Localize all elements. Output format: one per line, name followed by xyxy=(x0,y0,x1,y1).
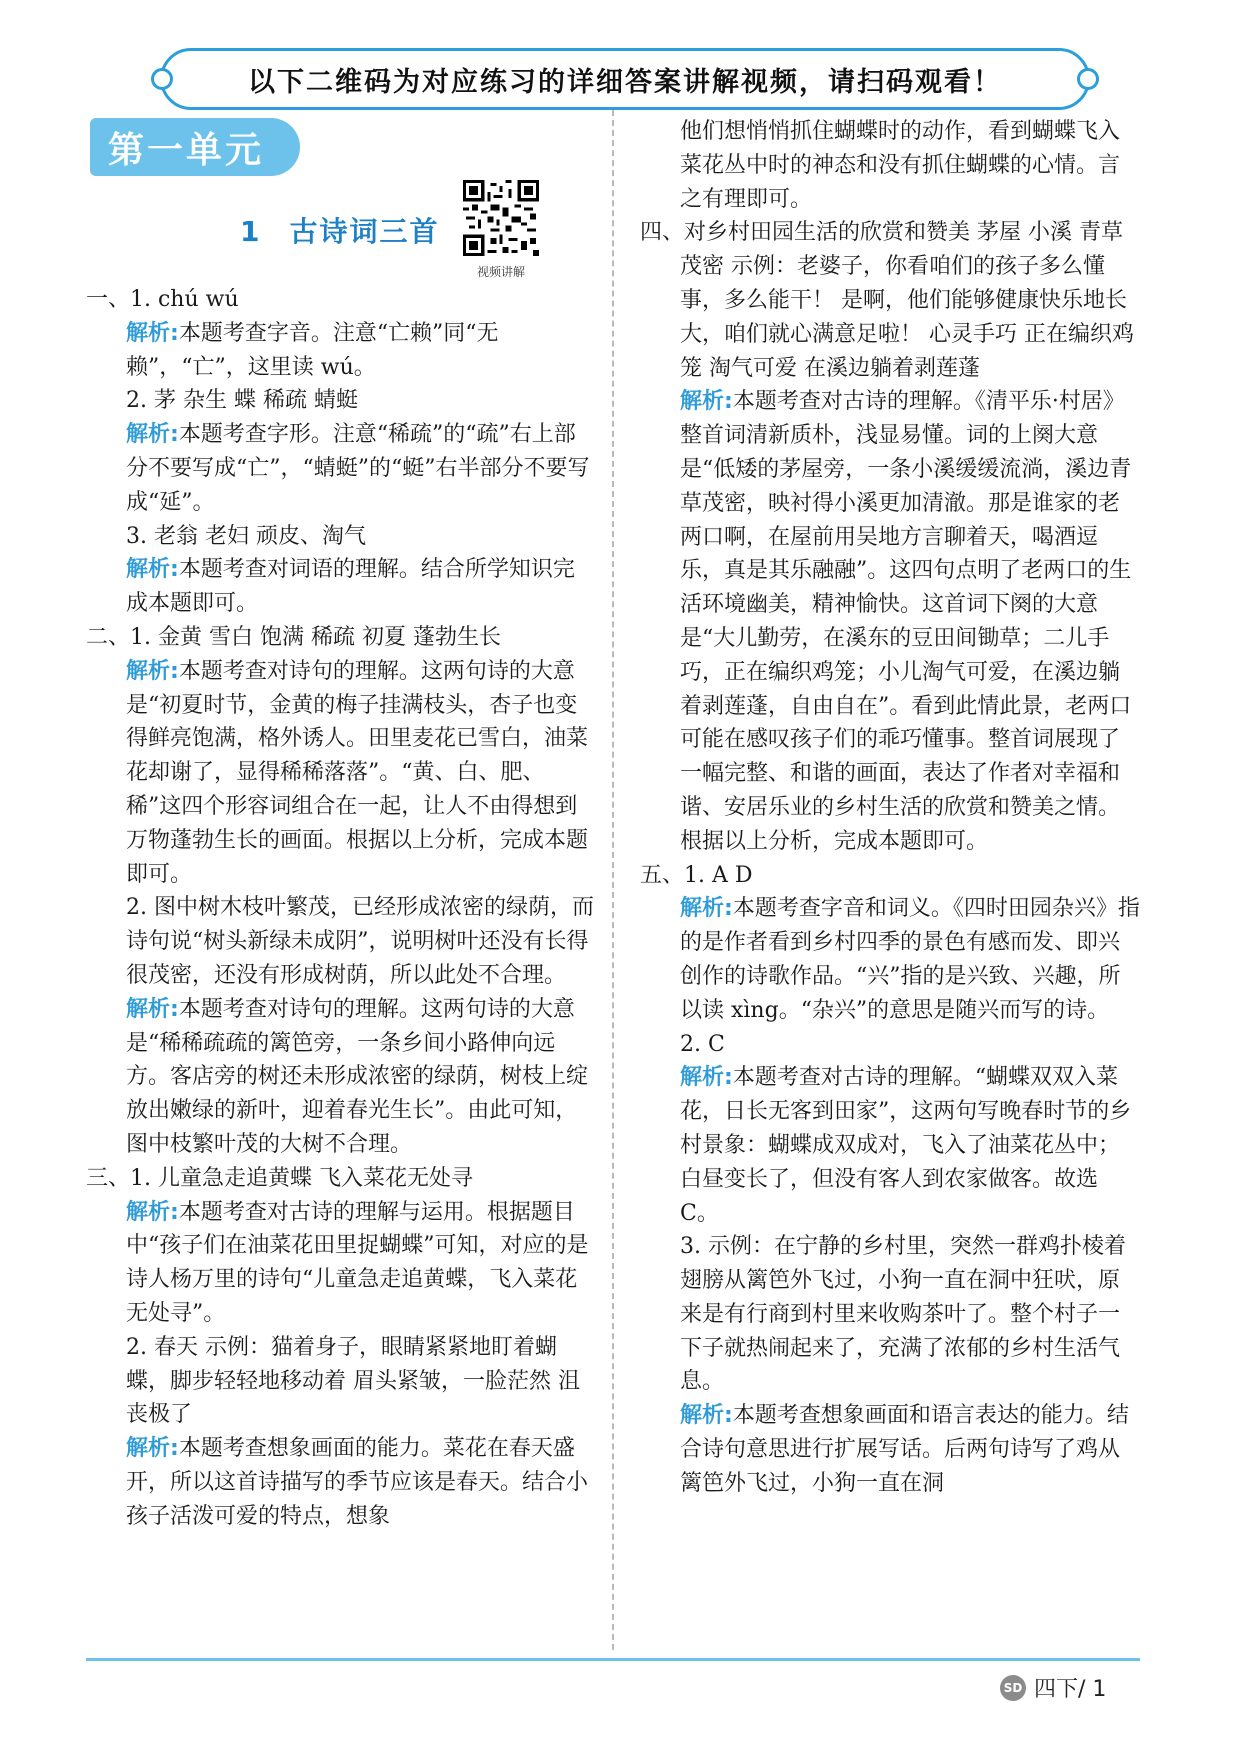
paragraph-text: 2. C xyxy=(680,1031,725,1057)
paragraph-text: 3. 示例：在宁静的乡村里，突然一群鸡扑棱着翅膀从篱笆外飞过，小狗一直在洞中狂吠，原来是有行商到村里来收购茶叶了。整个村子一下子就热闹起来了，充满了浓郁的乡村生活气息。 xyxy=(680,1234,1126,1395)
page-number: 四下/ 1 xyxy=(1034,1677,1107,1702)
paragraph-text: 本题考查对词语的理解。结合所学知识完成本题即可。 xyxy=(126,557,575,617)
paragraph-text: 本题考查对诗句的理解。这两句诗的大意是“初夏时节，金黄的梅子挂满枝头，杏子也变得鲜亮饱满，格外诱人。田里麦花已雪白，油菜花却谢了，显得稀稀落落”。“黄、白、肥、稀”这四个形容词组合在一起，让人不由得想到万物蓬勃生长的画面。根据以上分析，完成本题即可。 xyxy=(126,658,589,887)
paragraph-text: 五、1. A D xyxy=(640,862,753,888)
analysis-label: 解析: xyxy=(126,557,179,583)
answer-paragraph xyxy=(640,1230,1140,1399)
unit-title: 第一单元 xyxy=(90,118,300,176)
page-footer xyxy=(1000,1672,1106,1703)
paragraph-text: 2. 图中树木枝叶繁茂，已经形成浓密的绿荫，而诗句说“树头新绿未成阴”，说明树叶还没有长得很茂密，还没有形成树荫，所以此处不合理。 xyxy=(126,895,594,988)
publisher-badge: SD xyxy=(1000,1675,1026,1701)
qr-label: 视频讲解 xyxy=(476,265,525,279)
analysis-label: 解析: xyxy=(126,422,179,448)
banner-text: 以下二维码为对应练习的详细答案讲解视频，请扫码观看！ xyxy=(248,66,1002,98)
left-column xyxy=(86,283,596,1533)
analysis-paragraph xyxy=(86,655,596,892)
analysis-paragraph xyxy=(86,317,596,385)
analysis-label: 解析: xyxy=(126,1436,179,1462)
paragraph-text: 二、1. 金黄 雪白 饱满 稀疏 初夏 蓬勃生长 xyxy=(86,624,501,650)
analysis-label: 解析: xyxy=(126,320,179,346)
analysis-label: 解析: xyxy=(680,1065,733,1091)
paragraph-text: 2. 春天 示例：猫着身子，眼睛紧紧地盯着蝴蝶，脚步轻轻地移动着 眉头紧皱，一脸茫然 沮丧极了 xyxy=(126,1334,580,1428)
answer-paragraph xyxy=(640,859,1140,893)
paragraph-text: 本题考查对古诗的理解。“蝴蝶双双入菜花，日长无客到田家”，这两句写晚春时节的乡村景象：蝴蝶成双成对，飞入了油菜花丛中；白昼变长了，但没有客人到农家做客。故选 C。 xyxy=(680,1065,1132,1226)
paragraph-text: 本题考查对诗句的理解。这两句诗的大意是“稀稀疏疏的篱笆旁，一条乡间小路伸向远方。客店旁的树还未形成浓密的绿荫，树枝上绽放出嫩绿的新叶，迎着春光生长”。由此可知，图中枝繁叶茂的大树不合理。 xyxy=(126,996,589,1157)
lesson-number: 1 xyxy=(240,215,262,248)
analysis-label: 解析: xyxy=(126,1199,179,1225)
paragraph-text: 本题考查想象画面和语言表达的能力。结合诗句意思进行扩展写话。后两句诗写了鸡从篱笆外飞过，小狗一直在洞 xyxy=(680,1403,1129,1496)
answer-paragraph xyxy=(86,891,596,992)
paragraph-text: 2. 茅 杂生 蝶 稀疏 蜻蜓 xyxy=(126,388,358,414)
answer-paragraph xyxy=(640,115,1140,216)
answer-paragraph xyxy=(86,1162,596,1196)
analysis-label: 解析: xyxy=(680,1403,733,1429)
paragraph-text: 本题考查字音和词义。《四时田园杂兴》指的是作者看到乡村四季的景色有感而发、即兴创作的诗歌作品。“兴”指的是兴致、兴趣，所以读 xìng。“杂兴”的意思是随兴而写的诗。 xyxy=(680,896,1140,1023)
analysis-paragraph xyxy=(640,1061,1140,1230)
paragraph-text: 四、对乡村田园生活的欣赏和赞美 茅屋 小溪 青草茂密 示例：老婆子，你看咱们的孩子多么懂事，多么能干！ 是啊，他们能够健康快乐地长大，咱们就心满意足啦！ 心灵手巧 正在编织鸡笼 淘气可爱 在溪边躺着剥莲蓬 xyxy=(640,220,1134,381)
answer-paragraph xyxy=(86,621,596,655)
analysis-label: 解析: xyxy=(680,896,733,922)
paragraph-text: 本题考查对古诗的理解。《清平乐·村居》整首词清新质朴，浅显易懂。词的上阕大意是“低矮的茅屋旁，一条小溪缓缓流淌，溪边青草茂密，映衬得小溪更加清澈。那是谁家的老两口啊，在屋前用吴地方言聊着天，喝酒逗乐，真是其乐融融”。这四句点明了老两口的生活环境幽美，精神愉快。这首词下阕的大意是“大儿勤劳，在溪东的豆田间锄草；二儿手巧，正在编织鸡笼；小儿淘气可爱，在溪边躺着剥莲蓬，自由自在”。看到此情此景，老两口可能在感叹孩子们的乖巧懂事。整首词展现了一幅完整、和谐的画面，表达了作者对幸福和谐、安居乐业的乡村生活的欣赏和赞美之情。根据以上分析，完成本题即可。 xyxy=(680,389,1132,854)
analysis-label: 解析: xyxy=(126,996,179,1022)
analysis-label: 解析: xyxy=(126,658,179,684)
analysis-paragraph xyxy=(640,892,1140,1027)
paragraph-text: 本题考查字音。注意“亡赖”同“无赖”，“亡”，这里读 wú。 xyxy=(126,320,499,380)
paragraph-text: 本题考查想象画面的能力。菜花在春天盛开，所以这首诗描写的季节应该是春天。结合小孩子活泼可爱的特点，想象 xyxy=(126,1436,589,1529)
analysis-paragraph xyxy=(86,418,596,519)
paragraph-text: 三、1. 儿童急走追黄蝶 飞入菜花无处寻 xyxy=(86,1165,473,1191)
answer-paragraph xyxy=(640,216,1140,385)
qr-instruction-banner xyxy=(160,48,1090,110)
answer-paragraph xyxy=(640,1028,1140,1062)
right-column xyxy=(640,115,1140,1501)
footer-rule xyxy=(86,1658,1140,1661)
analysis-paragraph xyxy=(86,993,596,1162)
paragraph-text: 本题考查对古诗的理解与运用。根据题目中“孩子们在油菜花田里捉蝴蝶”可知，对应的是诗人杨万里的诗句“儿童急走追黄蝶，飞入菜花无处寻”。 xyxy=(126,1199,589,1326)
paragraph-text: 他们想悄悄抓住蝴蝶时的动作，看到蝴蝶飞入菜花丛中时的神态和没有抓住蝴蝶的心情。言之有理即可。 xyxy=(680,119,1121,212)
analysis-paragraph xyxy=(86,553,596,621)
analysis-paragraph xyxy=(86,1432,596,1533)
paragraph-text: 3. 老翁 老妇 顽皮、淘气 xyxy=(126,523,366,549)
analysis-label: 解析: xyxy=(680,389,733,415)
column-divider xyxy=(612,110,614,1650)
analysis-paragraph xyxy=(86,1196,596,1331)
qr-code-icon[interactable] xyxy=(463,180,539,256)
lesson-name: 古诗词三首 xyxy=(289,215,440,248)
answer-paragraph xyxy=(86,1331,596,1432)
answer-paragraph xyxy=(86,283,596,317)
paragraph-text: 本题考查字形。注意“稀疏”的“疏”右上部分不要写成“亡”，“蜻蜓”的“蜓”右半部分不要写成“延”。 xyxy=(126,422,590,515)
lesson-title xyxy=(240,210,440,250)
answer-paragraph xyxy=(86,384,596,418)
paragraph-text: 一、1. chú wú xyxy=(86,287,239,312)
analysis-paragraph xyxy=(640,1399,1140,1500)
answer-paragraph xyxy=(86,520,596,554)
analysis-paragraph xyxy=(640,385,1140,858)
